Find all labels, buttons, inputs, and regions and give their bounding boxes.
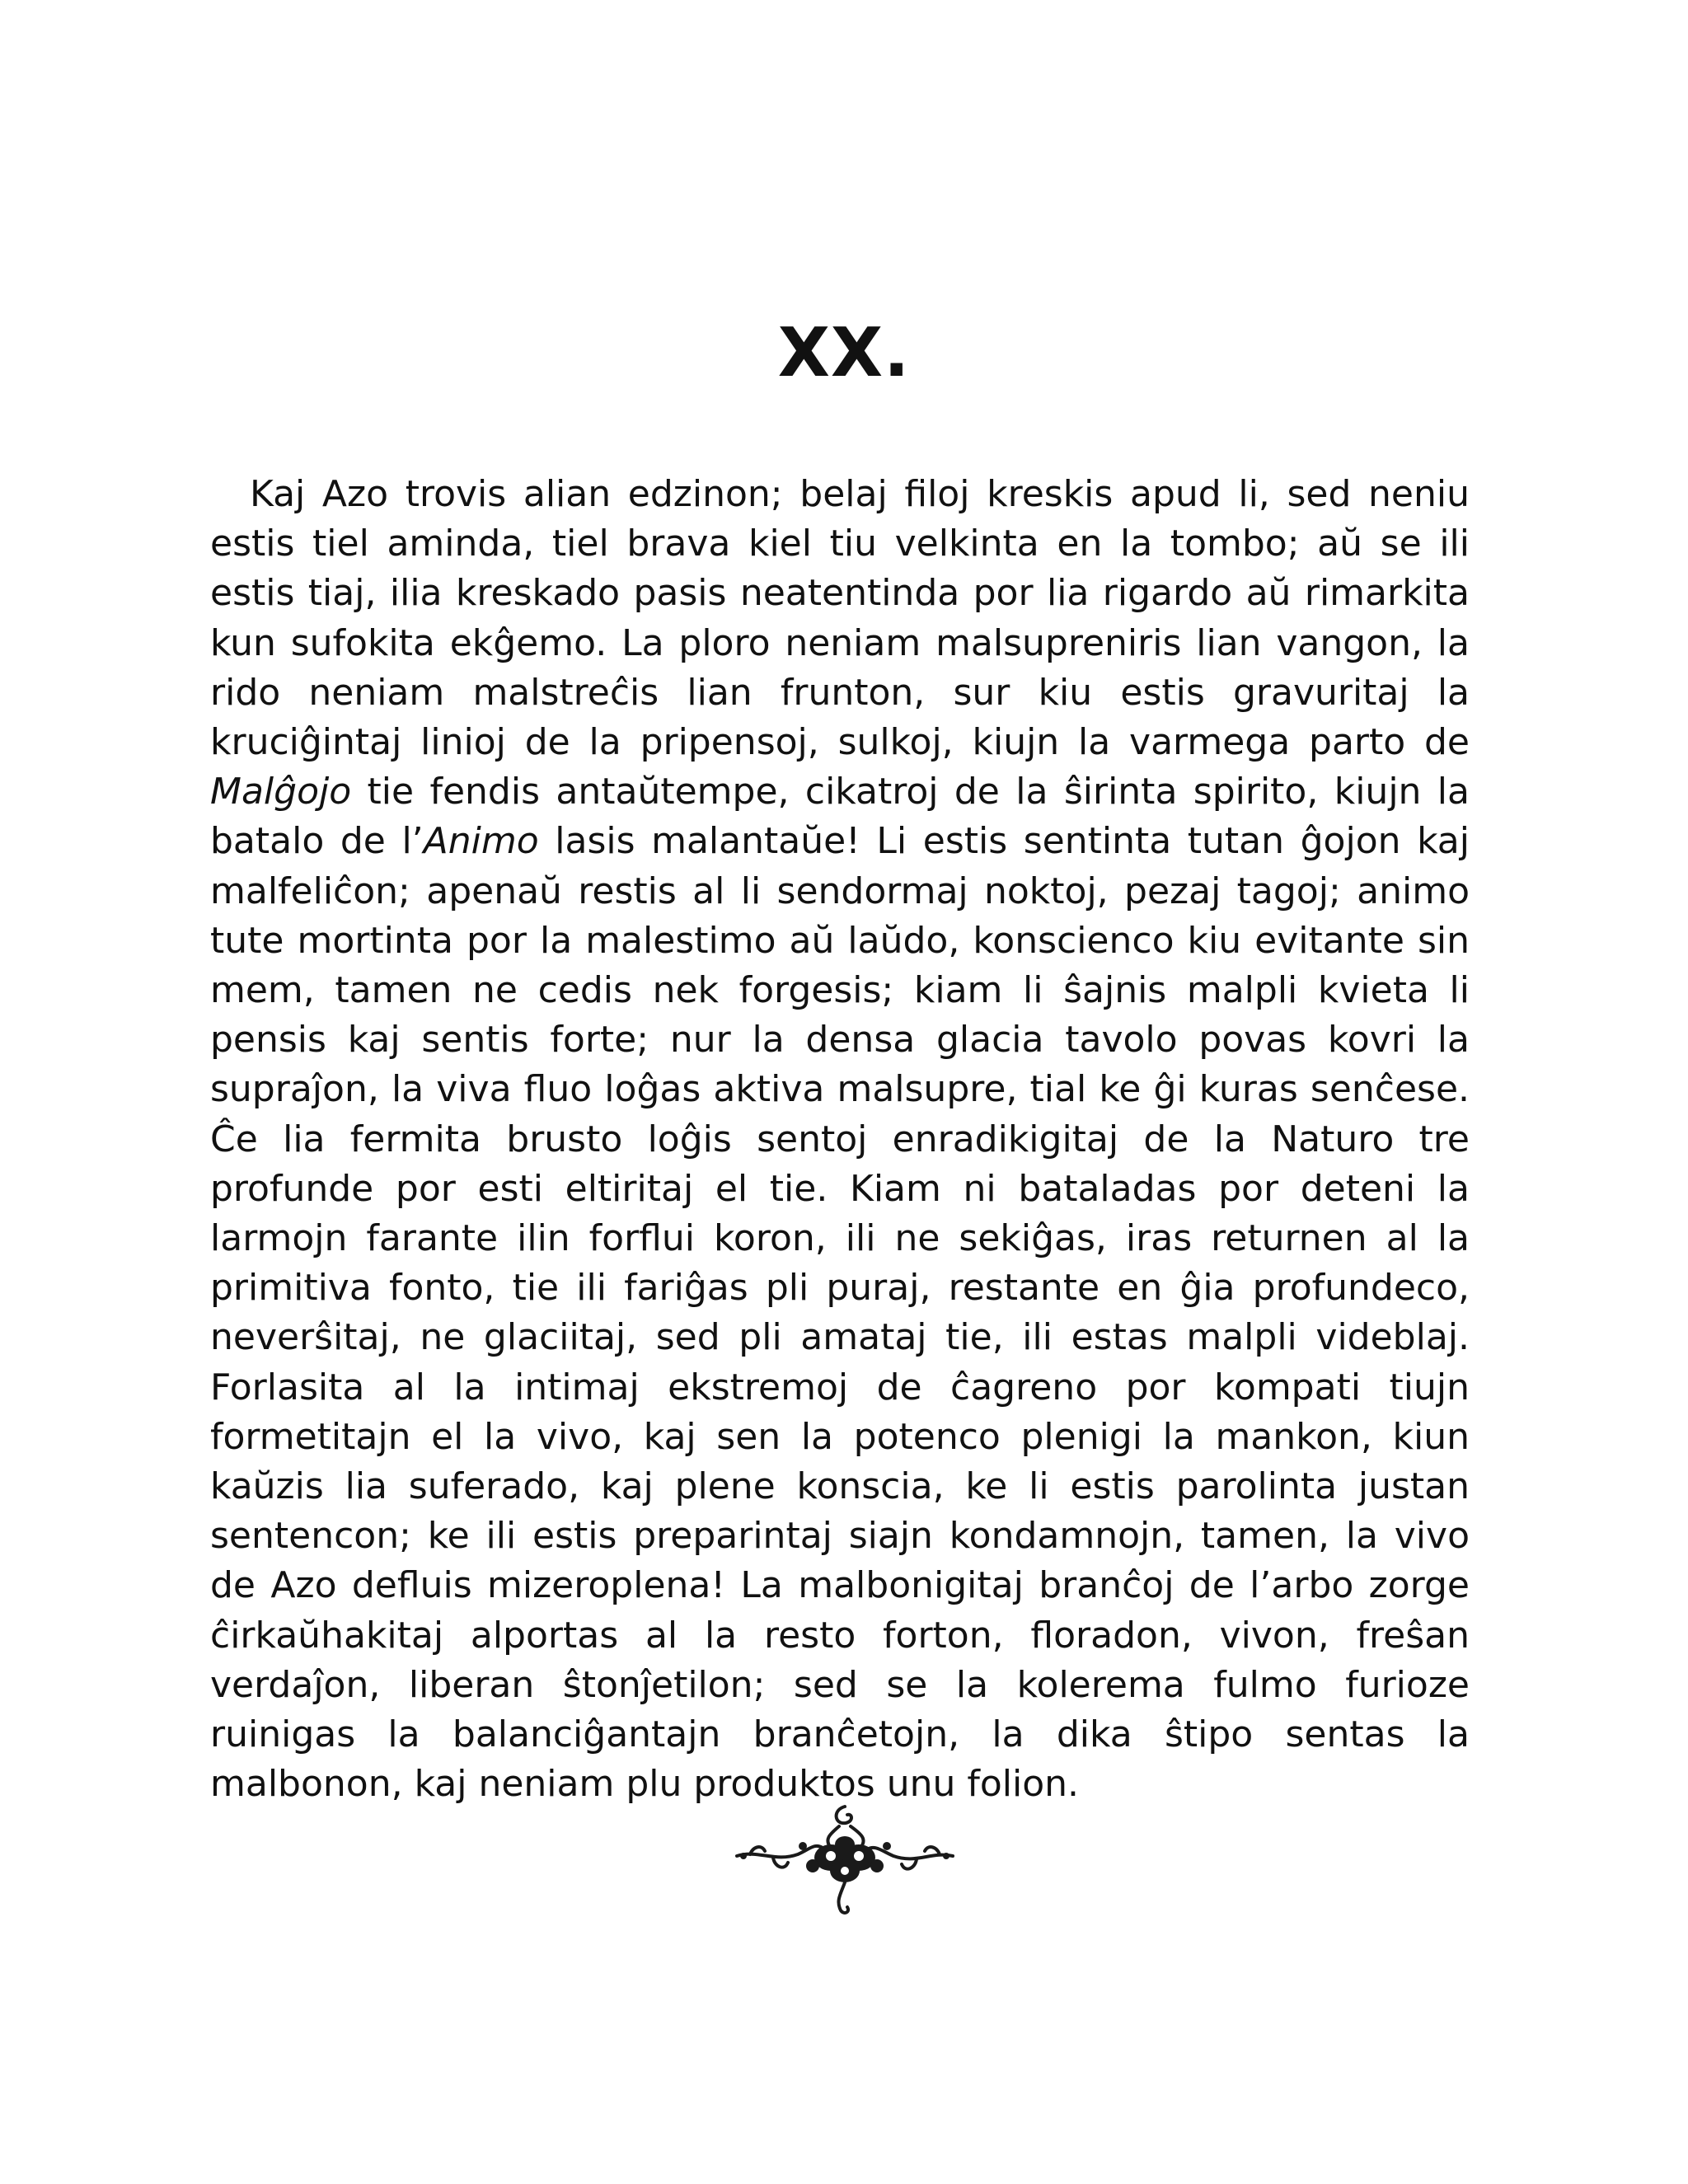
chapter-title: XX. — [777, 314, 911, 392]
chapter-paragraph — [210, 470, 1470, 1809]
paragraph-segment-3: tie fendis antaŭtempe, cikatroj de la ŝirinta spirito, kiujn la batalo de l’ — [210, 771, 1470, 863]
paragraph-segment-5: lasis malantaŭe! Li estis sentinta tutan ĝojon kaj malfeliĉon; apenaŭ restis al li sendormaj noktoj, pezaj tagoj; animo tute mortinta por la malestimo aŭ laŭdo, konscienco kiu evitante sin mem, tamen ne cedis nek forgesis; kiam li ŝajnis malpli kvieta li pensis kaj sentis forte; nur la densa glacia tavolo povas kovri la supraĵon, la viva fluo loĝas aktiva malsupre, tial ke ĝi kuras senĉese. Ĉe lia fermita brusto loĝis sentoj enradikigitaj de la Naturo tre profunde por esti eltiritaj el tie. Kiam ni bataladas por deteni la larmojn farante ilin forflui koron, ili ne sekiĝas, iras returnen al la primitiva fonto, tie ili fariĝas pli puraj, restante en ĝia profundeco, neverŝitaj, ne glaciitaj, sed pli amataj tie, ili estas malpli videblaj. Forlasita al la intimaj ekstremoj de ĉagreno por kompati tiujn formetitajn el la vivo, kaj sen la potenco plenigi la mankon, kiun kaŭzis lia suferado, kaj plene konscia, ke li estis parolinta justan sentencon; ke ili estis preparintaj siajn kondamnojn, tamen, la vivo de Azo defluis mizeroplena! La malbonigitaj branĉoj de l’arbo zorge ĉirkaŭhakitaj alportas al la resto forton, floradon, vivon, freŝan verdaĵon, liberan ŝtonĵetilon; sed se la kolerema fulmo furioze ruinigas la balanciĝantajn branĉetojn, la dika ŝtipo sentas la malbonon, kaj neniam plu produktos unu folion. — [210, 820, 1470, 1806]
paragraph-segment-4-italic: Animo — [423, 820, 539, 863]
paragraph-segment-2-italic: Malĝojo — [210, 771, 352, 813]
paragraph-segment-1: Kaj Azo trovis alian edzinon; belaj filoj kreskis apud li, sed neniu estis tiel aminda, tiel brava kiel tiu velkinta en la tombo; aŭ se ili estis tiaj, ilia kreskado pasis neatentinda por lia rigardo aŭ rimarkita kun sufokita ekĝemo. La ploro neniam malsupreniris lian vangon, la rido neniam malstreĉis lian frunton, sur kiu estis gravuritaj la kruciĝintaj linioj de la pripensoj, sulkoj, kiujn la varmega parto de — [210, 473, 1470, 764]
floral-vignette-icon — [734, 1797, 956, 1920]
